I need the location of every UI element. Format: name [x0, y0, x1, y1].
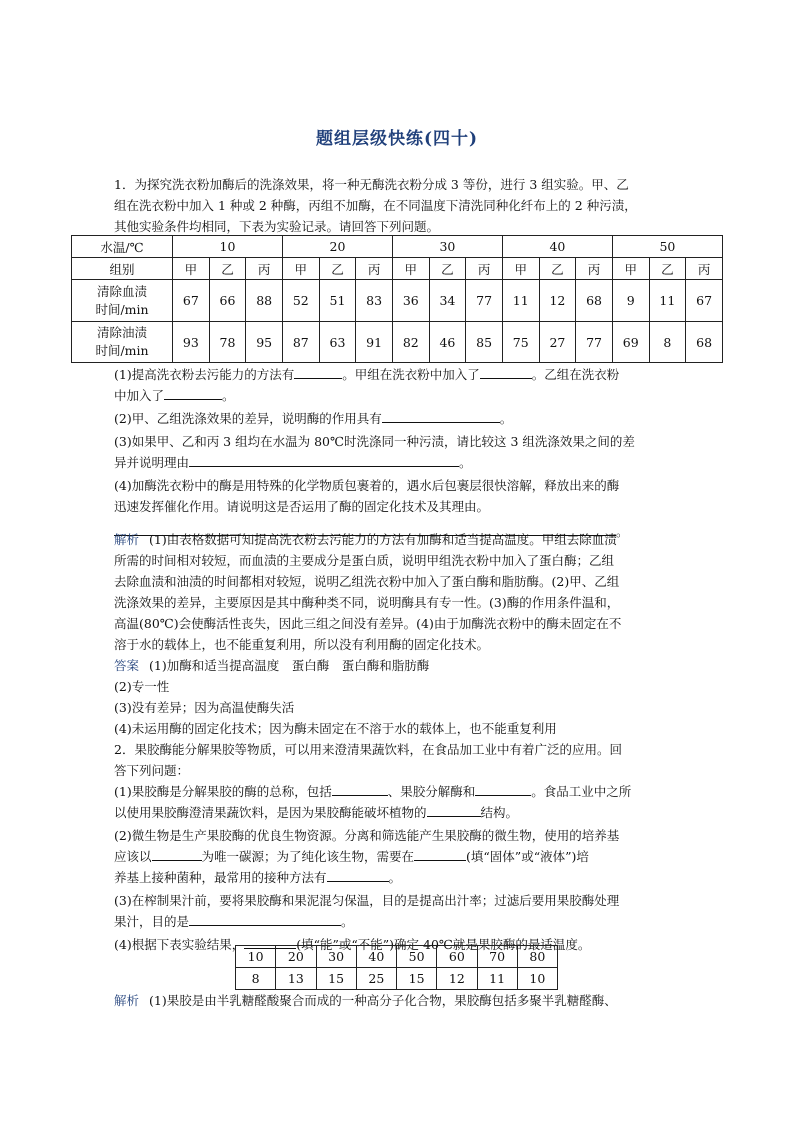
answer-blank[interactable]: [152, 846, 202, 861]
text: (1)果胶酶是分解果胶的酶的总称，包括: [114, 784, 332, 799]
value-cell: 12: [539, 280, 576, 322]
value-cell: 83: [356, 280, 393, 322]
q1-intro-line: 其他实验条件均相同，下表为实验记录。请回答下列问题。: [114, 219, 440, 234]
row-label-line: 清除血渍: [96, 283, 147, 299]
text: 。: [499, 411, 513, 426]
q2-sub1-line1: [114, 781, 684, 802]
text: 。甲组在洗衣粉中加入了: [342, 367, 480, 382]
text: 养基上接种菌种，最常用的接种方法有: [114, 870, 327, 885]
value-cell: 20: [276, 946, 316, 968]
group-cell: 乙: [649, 258, 686, 280]
temp-cell: 20: [282, 236, 392, 258]
group-cell: 丙: [466, 258, 503, 280]
value-cell: 12: [437, 968, 477, 990]
group-cell: 甲: [282, 258, 319, 280]
row-label-line: 清除油渍: [96, 325, 147, 340]
table-row: [72, 258, 723, 280]
table-row: [72, 236, 723, 258]
answer-blank[interactable]: [189, 911, 341, 926]
group-cell: 甲: [502, 258, 539, 280]
value-cell: 27: [539, 322, 576, 363]
group-cell: 丙: [356, 258, 393, 280]
q1-data-table: [71, 235, 723, 363]
group-cell: 甲: [392, 258, 429, 280]
text: (4)根据下表实验结果，: [114, 937, 245, 952]
value-cell: 9: [612, 280, 649, 322]
value-cell: 88: [246, 280, 283, 322]
text: (1)加酶和适当提高温度 蛋白酶 蛋白酶和脂肪酶: [149, 658, 430, 673]
row-label-cell: [72, 280, 173, 322]
value-cell: 68: [686, 322, 723, 363]
text: 。乙组在洗衣粉: [531, 367, 620, 382]
value-cell: 63: [319, 322, 356, 363]
analysis-line: 溶于水的载体上，也不能重复利用，所以没有利用酶的固定化技术。: [114, 637, 490, 652]
value-cell: 68: [576, 280, 613, 322]
value-cell: 95: [246, 322, 283, 363]
q1-sub1-line2: [114, 385, 684, 406]
page-title: 题组层级快练(四十): [315, 129, 479, 149]
q2-sub2-line3: [114, 867, 684, 888]
text: 果汁，目的是: [114, 914, 190, 929]
value-cell: 40: [356, 946, 396, 968]
value-cell: 11: [502, 280, 539, 322]
group-cell: 甲: [612, 258, 649, 280]
q1-sub2: [114, 408, 684, 429]
row-label-line: 时间/min: [95, 301, 149, 317]
value-cell: 82: [392, 322, 429, 363]
value-cell: 13: [276, 968, 316, 990]
q2-analysis: [114, 990, 684, 1011]
value-cell: 10: [236, 946, 276, 968]
text: 。: [616, 524, 629, 539]
group-cell: 乙: [539, 258, 576, 280]
value-cell: 11: [477, 968, 517, 990]
answer-blank[interactable]: [475, 781, 531, 796]
q2-sub2-line1: (2)微生物是生产果胶酶的优良生物资源。分离和筛选能产生果胶酶的微生物，使用的培养基: [114, 828, 620, 843]
text: 。: [388, 870, 402, 885]
q1-analysis: [114, 529, 684, 655]
value-cell: 78: [209, 322, 246, 363]
analysis-line: [114, 529, 684, 550]
value-cell: 67: [173, 280, 210, 322]
temp-label-cell: 水温/℃: [72, 236, 173, 258]
text: 。: [341, 914, 354, 929]
analysis-label: 解析: [114, 993, 140, 1008]
table-row: [236, 946, 558, 968]
answer-blank[interactable]: [480, 364, 532, 379]
value-cell: 10: [517, 968, 557, 990]
value-cell: 67: [686, 280, 723, 322]
value-cell: 8: [649, 322, 686, 363]
temp-cell: 10: [173, 236, 283, 258]
analysis-line: 所需的时间相对较短，而血渍的主要成分是蛋白质，说明甲组洗衣粉中加入了蛋白酶；乙组: [114, 553, 615, 568]
value-cell: 46: [429, 322, 466, 363]
q1-sub3-line2: [114, 452, 684, 473]
table-row: [72, 322, 723, 363]
group-cell: 甲: [173, 258, 210, 280]
q1-sub4-line2: 迅速发挥催化作用。请说明这是否运用了酶的固定化技术及其理由。: [114, 499, 490, 514]
group-cell: 丙: [686, 258, 723, 280]
answer-blank[interactable]: [427, 802, 481, 817]
q2-sub2-line2: [114, 846, 684, 867]
group-cell: 乙: [209, 258, 246, 280]
table-row: [236, 968, 558, 990]
q2-sub1-line2: [114, 802, 684, 823]
answer-label: 答案: [114, 658, 140, 673]
answer-blank[interactable]: [414, 846, 466, 861]
q1-sub4-line1: (4)加酶洗衣粉中的酶是用特殊的化学物质包裹着的，遇水后包裹层很快溶解，释放出来的酶: [114, 478, 620, 493]
row-label-line: 时间/min: [95, 343, 149, 358]
q2-data-table: [235, 945, 558, 990]
analysis-line: [114, 990, 684, 1011]
text: (1)由表格数据可知提高洗衣粉去污能力的方法有加酶和适当提高温度。甲组去除血渍: [149, 532, 617, 547]
q2-sub3-line1: (3)在榨制果汁前，要将果胶酶和果泥混匀保温，目的是提高出汁率；过滤后要用果胶酶处理: [114, 893, 620, 908]
value-cell: 66: [209, 280, 246, 322]
value-cell: 69: [612, 322, 649, 363]
answer-line: (4)未运用酶的固定化技术；因为酶未固定在不溶于水的载体上，也不能重复利用: [114, 721, 557, 736]
value-cell: 80: [517, 946, 557, 968]
value-cell: 34: [429, 280, 466, 322]
text: 异并说明理由: [114, 455, 190, 470]
value-cell: 25: [356, 968, 396, 990]
text: 以使用果胶酶澄清果蔬饮料，是因为果胶酶能破坏植物的: [114, 805, 427, 820]
answer-line: [114, 655, 684, 676]
answer-blank[interactable]: [189, 452, 459, 467]
value-cell: 50: [397, 946, 437, 968]
value-cell: 15: [316, 968, 356, 990]
value-cell: 51: [319, 280, 356, 322]
table-row: [72, 280, 723, 322]
row-label-cell: [72, 322, 173, 363]
text: 应该以: [114, 849, 152, 864]
answer-line: (2)专一性: [114, 679, 170, 694]
value-cell: 30: [316, 946, 356, 968]
group-cell: 丙: [246, 258, 283, 280]
text: 结构。: [480, 805, 519, 820]
group-cell: 丙: [576, 258, 613, 280]
value-cell: 11: [649, 280, 686, 322]
analysis-label: 解析: [114, 532, 140, 547]
answer-blank[interactable]: [164, 385, 222, 400]
analysis-line: 高温(80℃)会使酶活性丧失，因此三组之间没有差异。(4)由于加酶洗衣粉中的酶未固定在不: [114, 616, 622, 631]
analysis-line: 洗涤效果的差异，主要原因是其中酶种类不同，说明酶具有专一性。(3)酶的作用条件温和，: [114, 595, 620, 610]
value-cell: 15: [397, 968, 437, 990]
q1-intro-line: 1．为探究洗衣粉加酶后的洗涤效果，将一种无酶洗衣粉分成 3 等份，进行 3 组实验。甲、乙: [114, 177, 629, 192]
text: (1)提高洗衣粉去污能力的方法有: [114, 367, 295, 382]
value-cell: 77: [576, 322, 613, 363]
answer-line: (3)没有差异；因为高温使酶失活: [114, 700, 295, 715]
q2-intro: [114, 739, 684, 781]
group-cell: 乙: [429, 258, 466, 280]
q1-subquestions: [114, 364, 684, 542]
answer-blank[interactable]: [327, 867, 389, 882]
value-cell: 91: [356, 322, 393, 363]
group-cell: 乙: [319, 258, 356, 280]
value-cell: 36: [392, 280, 429, 322]
value-cell: 70: [477, 946, 517, 968]
text: 、果胶分解酶和: [387, 784, 476, 799]
value-cell: 77: [466, 280, 503, 322]
temp-cell: 30: [392, 236, 502, 258]
text: 。食品工业中之所: [531, 784, 632, 799]
value-cell: 93: [173, 322, 210, 363]
q1-answer: [114, 655, 684, 739]
group-label-cell: 组别: [72, 258, 173, 280]
answer-blank[interactable]: [294, 364, 342, 379]
q2-intro-line: 2．果胶酶能分解果胶等物质，可以用来澄清果蔬饮料，在食品加工业中有着广泛的应用。回: [114, 742, 622, 757]
value-cell: 60: [437, 946, 477, 968]
text: 为唯一碳源；为了纯化该生物，需要在: [201, 849, 415, 864]
text: (填“能”或“不能”)确定 40℃就是果胶酶的最适温度。: [296, 937, 591, 952]
value-cell: 8: [236, 968, 276, 990]
text: 。: [222, 388, 235, 403]
q2-intro-line: 答下列问题：: [114, 763, 190, 778]
value-cell: 85: [466, 322, 503, 363]
value-cell: 75: [502, 322, 539, 363]
analysis-line: 去除血渍和油渍的时间都相对较短，说明乙组洗衣粉中加入了蛋白酶和脂肪酶。(2)甲、乙组: [114, 574, 620, 589]
q1-sub1-line1: [114, 364, 684, 385]
text: (填“固体”或“液体”)培: [466, 849, 589, 864]
temp-cell: 40: [502, 236, 612, 258]
text: 中加入了: [114, 388, 165, 403]
value-cell: 52: [282, 280, 319, 322]
q1-intro-line: 组在洗衣粉中加入 1 种或 2 种酶，丙组不加酶，在不同温度下清洗同种化纤布上的 2 种污渍，: [114, 198, 637, 213]
q1-intro: [114, 174, 684, 237]
text: (1)果胶是由半乳糖醛酸聚合而成的一种高分子化合物，果胶酶包括多聚半乳糖醛酶、: [149, 993, 617, 1008]
text: (2)甲、乙组洗涤效果的差异，说明酶的作用具有: [114, 411, 382, 426]
q2-sub3-line2: [114, 911, 684, 932]
q2-subquestions: [114, 781, 684, 955]
value-cell: 87: [282, 322, 319, 363]
temp-cell: 50: [612, 236, 722, 258]
text: 。: [459, 455, 472, 470]
q1-sub3-line1: (3)如果甲、乙和丙 3 组均在水温为 80℃时洗涤同一种污渍，请比较这 3 组洗涤效果之间的差: [114, 434, 635, 449]
answer-blank[interactable]: [332, 781, 388, 796]
answer-blank[interactable]: [382, 408, 500, 423]
